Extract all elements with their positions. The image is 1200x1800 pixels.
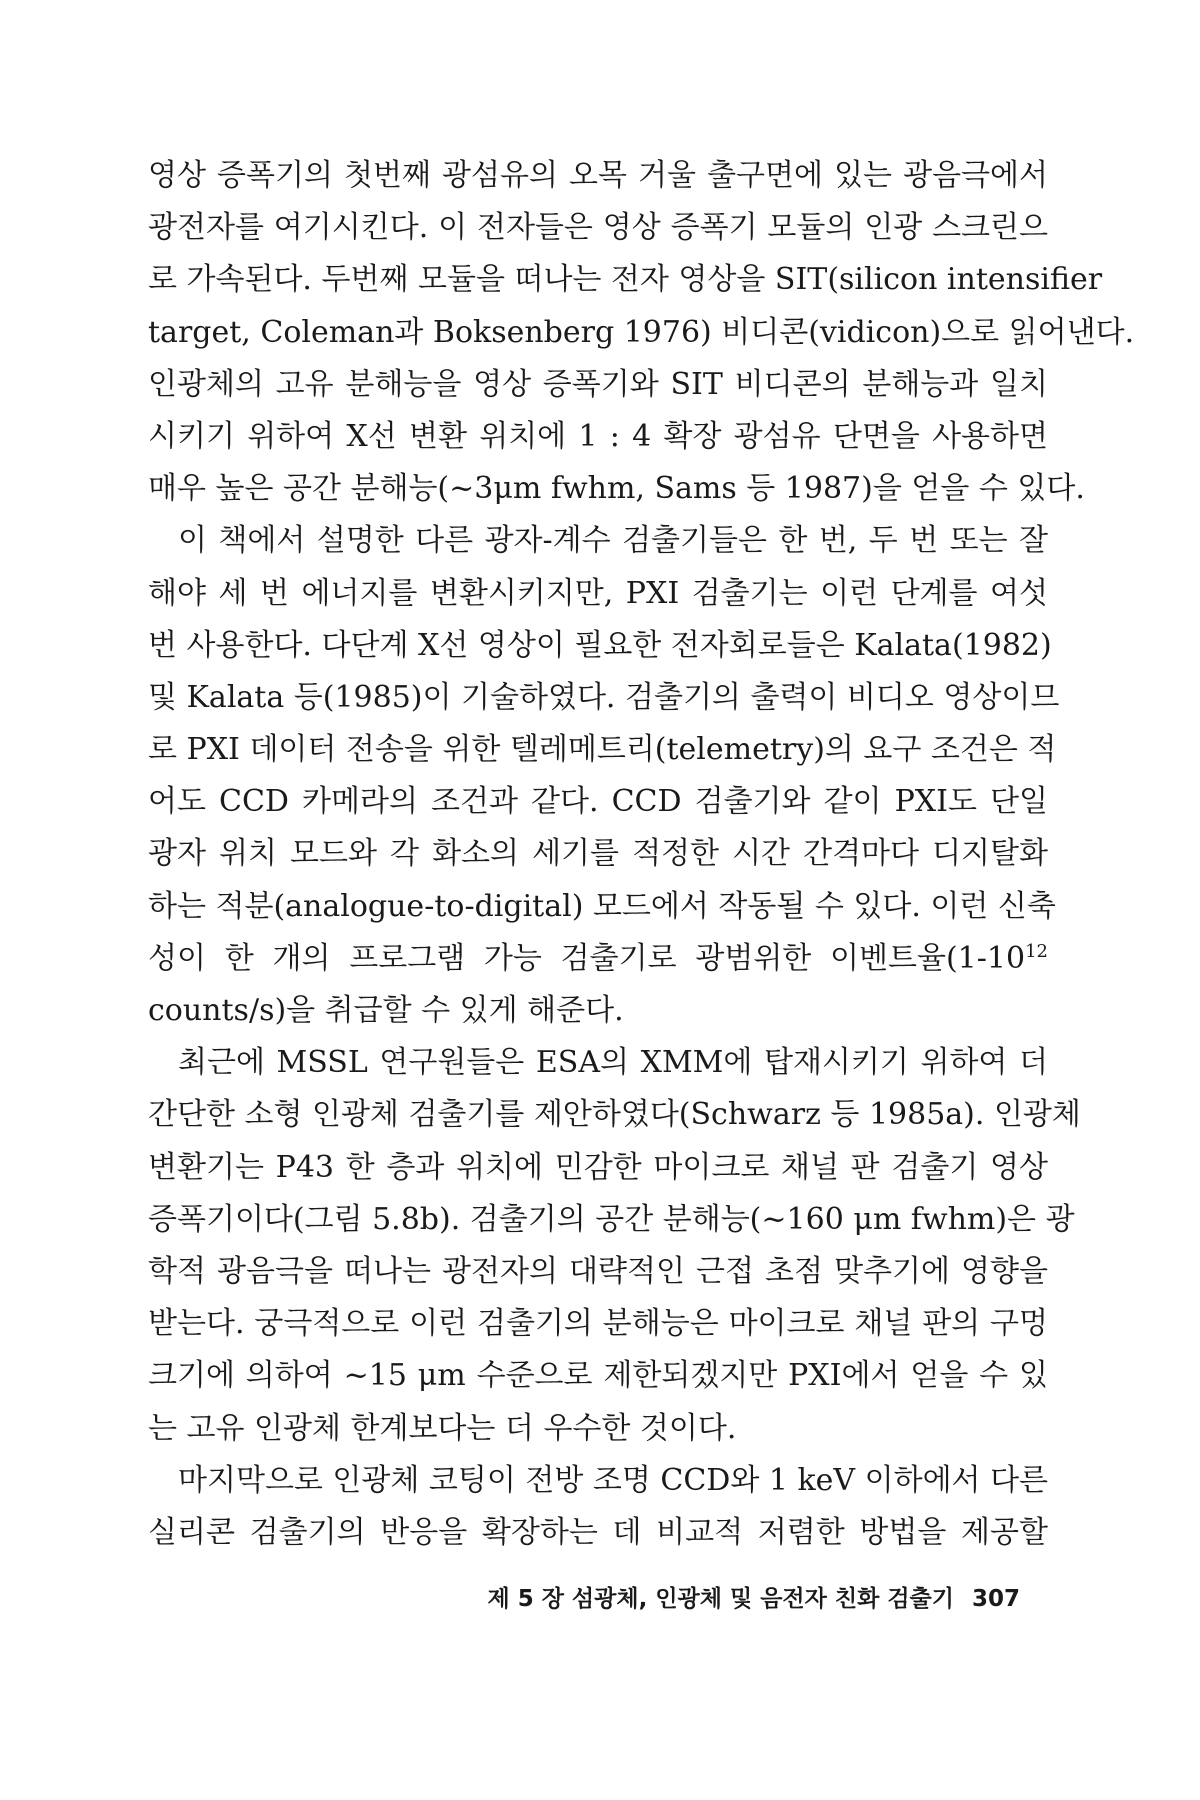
text-line-content: 및 Kalata 등(1985)이 기술하였다. 검출기의 출력이 비디오 영상이므 — [148, 679, 1060, 715]
superscript: 12 — [1025, 940, 1048, 962]
text-line-content: 증폭기이다(그림 5.8b). 검출기의 공간 분해능(~160 μm fwhm)은 광 — [148, 1201, 1075, 1237]
text-line-content: 이 책에서 설명한 다른 광자-계수 검출기들은 한 번, 두 번 또는 잘 — [178, 523, 1048, 559]
text-line-content: 번 사용한다. 다단계 X선 영상이 필요한 전자회로들은 Kalata(1982) — [148, 627, 1052, 663]
text-line-content: target, Coleman과 Boksenberg 1976) 비디콘(vidicon)으로 읽어낸다. — [148, 314, 1135, 350]
text-line — [148, 985, 1048, 1037]
text-line-content: 해야 세 번 에너지를 변환시키지만, PXI 검출기는 이런 단계를 여섯 — [148, 575, 1048, 611]
text-line-content: 어도 CCD 카메라의 조건과 같다. CCD 검출기와 같이 PXI도 단일 — [148, 784, 1048, 820]
text-line-content: 매우 높은 공간 분해능(~3μm fwhm, Sams 등 1987)을 얻을 수 있다. — [148, 471, 1085, 507]
text-line — [148, 1089, 1081, 1141]
text-line — [148, 672, 1060, 724]
text-line — [148, 933, 1048, 985]
text-line-content: 시키기 위하여 X선 변환 위치에 1 : 4 확장 광섬유 단면을 사용하면 — [148, 418, 1048, 454]
text-line — [148, 568, 1048, 620]
text-line-content: 마지막으로 인광체 코팅이 전방 조명 CCD와 1 keV 이하에서 다른 — [178, 1462, 1049, 1498]
text-line-content: 로 가속된다. 두번째 모듈을 떠나는 전자 영상을 SIT(silicon intensifier — [148, 262, 1103, 298]
text-line — [148, 1142, 1048, 1194]
text-line — [148, 1194, 1075, 1246]
body-text — [148, 150, 1135, 1559]
text-line — [148, 515, 1048, 567]
text-line — [148, 881, 1056, 933]
text-line-content: 영상 증폭기의 첫번째 광섬유의 오목 거울 출구면에 있는 광음극에서 — [148, 158, 1048, 193]
text-line — [148, 1350, 1048, 1402]
text-line-content: 성이 한 개의 프로그램 가능 검출기로 광범위한 이벤트율(1-10 — [148, 940, 1026, 976]
text-line — [148, 1246, 1048, 1298]
text-line-content: 광전자를 여기시킨다. 이 전자들은 영상 증폭기 모듈의 인광 스크린으 — [148, 210, 1048, 246]
text-line — [148, 1298, 1048, 1350]
text-line — [148, 1037, 1048, 1089]
page-number: 307 — [971, 1586, 1020, 1612]
text-line-content: 학적 광음극을 떠나는 광전자의 대략적인 근접 초점 맞추기에 영향을 — [148, 1253, 1048, 1289]
text-line — [148, 776, 1048, 828]
text-line-content: 광자 위치 모드와 각 화소의 세기를 적정한 시간 간격마다 디지탈화 — [148, 836, 1048, 872]
text-line-content: 받는다. 궁극적으로 이런 검출기의 분해능은 마이크로 채널 판의 구멍 — [148, 1306, 1048, 1342]
text-line — [148, 1455, 1048, 1507]
page-footer — [487, 1580, 1020, 1613]
text-line-content: 는 고유 인광체 한계보다는 더 우수한 것이다. — [148, 1410, 737, 1446]
text-line — [148, 620, 1052, 672]
text-line-content: 실리콘 검출기의 반응을 확장하는 데 비교적 저렴한 방법을 제공할 — [148, 1514, 1048, 1550]
text-line — [148, 828, 1048, 880]
text-line — [148, 202, 1048, 254]
text-line-content: 하는 적분(analogue-to-digital) 모드에서 작동될 수 있다. 이런 신축 — [148, 888, 1056, 924]
text-line — [148, 359, 1048, 411]
text-line-content: 변환기는 P43 한 층과 위치에 민감한 마이크로 채널 판 검출기 영상 — [148, 1149, 1048, 1185]
text-line — [148, 724, 1057, 776]
text-line-content: 최근에 MSSL 연구원들은 ESA의 XMM에 탑재시키기 위하여 더 — [178, 1045, 1048, 1081]
text-line-content: 로 PXI 데이터 전송을 위한 텔레메트리(telemetry)의 요구 조건은 적 — [148, 732, 1057, 768]
text-line-content: 간단한 소형 인광체 검출기를 제안하였다(Schwarz 등 1985a). 인광체 — [148, 1097, 1081, 1133]
text-line-content: counts/s)을 취급할 수 있게 해준다. — [148, 993, 624, 1028]
text-line-content: 크기에 의하여 ~15 μm 수준으로 제한되겠지만 PXI에서 얻을 수 있 — [148, 1358, 1048, 1394]
running-head: 제 5 장 섬광체, 인광체 및 음전자 친화 검출기 — [487, 1586, 954, 1612]
text-line — [148, 150, 1048, 202]
text-line — [148, 463, 1085, 515]
text-line-content: 인광체의 고유 분해능을 영상 증폭기와 SIT 비디콘의 분해능과 일치 — [148, 366, 1048, 402]
text-line — [148, 254, 1103, 306]
text-line — [148, 307, 1135, 359]
text-line — [148, 1403, 1048, 1455]
text-line — [148, 411, 1048, 463]
text-line — [148, 1507, 1048, 1559]
